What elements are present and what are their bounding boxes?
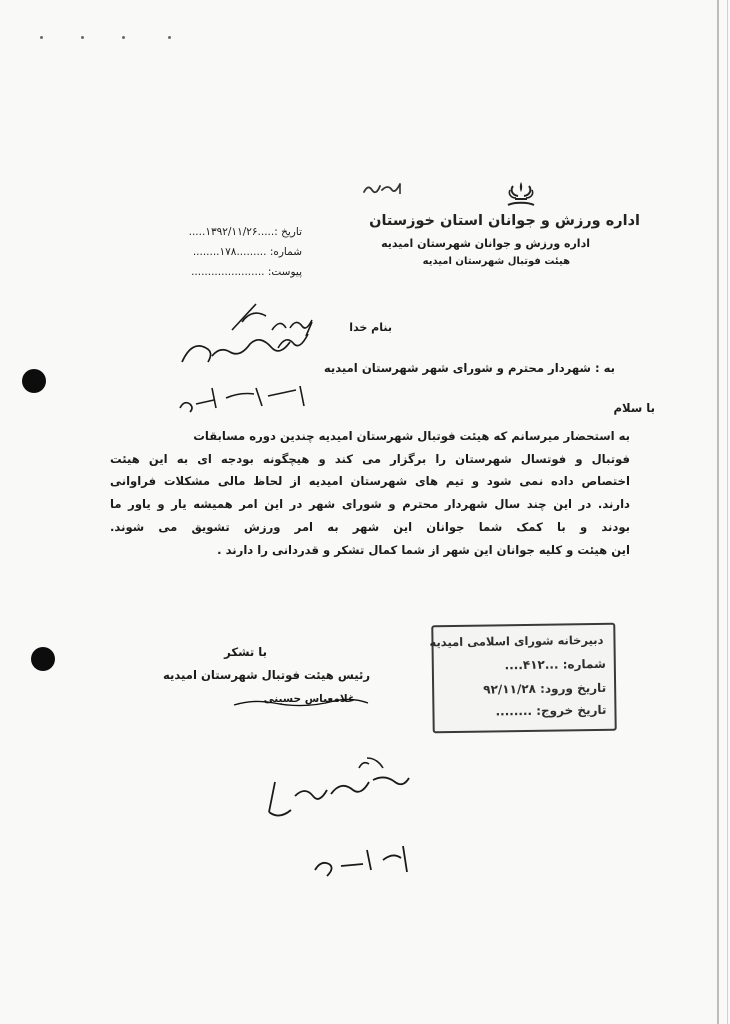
bename-heading: بنام خدا — [349, 321, 392, 334]
scan-speck — [122, 36, 125, 39]
body-line: اختصاص داده نمی شود و تیم های شهرستان امیدیه از لحاظ مالی مشکلات فراوانی — [110, 474, 630, 489]
letter-recipient: به : شهردار محترم و شورای شهر شهرستان امیدیه — [323, 361, 615, 375]
scan-speck — [81, 36, 84, 39]
body-line: به استحضار میرسانم که هیئت فوتبال شهرستان امیدیه چندین دوره مسابقات — [193, 429, 630, 443]
iran-emblem-icon — [504, 180, 538, 210]
org-main-title: اداره ورزش و جوانان استان خوزستان — [369, 213, 640, 229]
closing-title: رئیس هیئت فوتبال شهرستان امیدیه — [162, 668, 370, 682]
closing-name: غلامعباس حسینی — [263, 693, 355, 705]
body-line: فوتبال و فوتسال شهرستان را برگزار می کند و هیچگونه بودجه ای به این هیئت — [110, 451, 630, 466]
letter-greeting: با سلام — [613, 401, 655, 415]
handwritten-action-note — [255, 750, 425, 880]
body-line: این هیئت و کلیه جوانان این شهر از شما کمال تشکر و قدردانی را دارند . — [217, 542, 630, 557]
stamp-title: دبیرخانه شورای اسلامی امیدیه — [429, 632, 604, 650]
letter-date: تاریخ :.....۱۳۹۲/۱۱/۲۶..... — [188, 226, 302, 238]
stamp-exit-date: تاریخ خروج: ........ — [495, 702, 607, 719]
stamp-number: شماره: ...۴۱۲.... — [504, 656, 606, 673]
scan-edge-line — [717, 0, 719, 1024]
besmeh-taala-logo — [360, 178, 406, 200]
letter-attachment: پیوست: ...................... — [191, 266, 302, 278]
org-subtitle-board: هیئت فوتبال شهرستان امیدیه — [422, 256, 570, 267]
handwritten-referral-note — [172, 300, 332, 420]
scan-speck — [168, 36, 171, 39]
body-line: بودند و با کمک شما جوانان این شهر به امر ورزش تشویق می شوند. — [110, 519, 630, 534]
stamp-entry-date: تاریخ ورود: ۹۲/۱۱/۲۸ — [483, 680, 607, 697]
signature-strike — [232, 697, 370, 709]
scan-speck — [40, 36, 43, 39]
punch-hole-bottom — [31, 647, 55, 671]
punch-hole-top — [22, 369, 46, 393]
scan-edge-line-outer — [727, 0, 728, 1024]
letter-body — [110, 425, 630, 561]
letter-number: شماره: .........۱۷۸........ — [192, 246, 302, 258]
org-subtitle-city: اداره ورزش و جوانان شهرستان امیدیه — [381, 237, 590, 250]
council-registry-stamp — [431, 623, 616, 734]
closing-thanks: با تشکر — [224, 645, 267, 659]
body-line: دارند. در این چند سال شهردار محترم و شورای شهر در این امر همیشه یار و یاور ما — [110, 497, 630, 512]
